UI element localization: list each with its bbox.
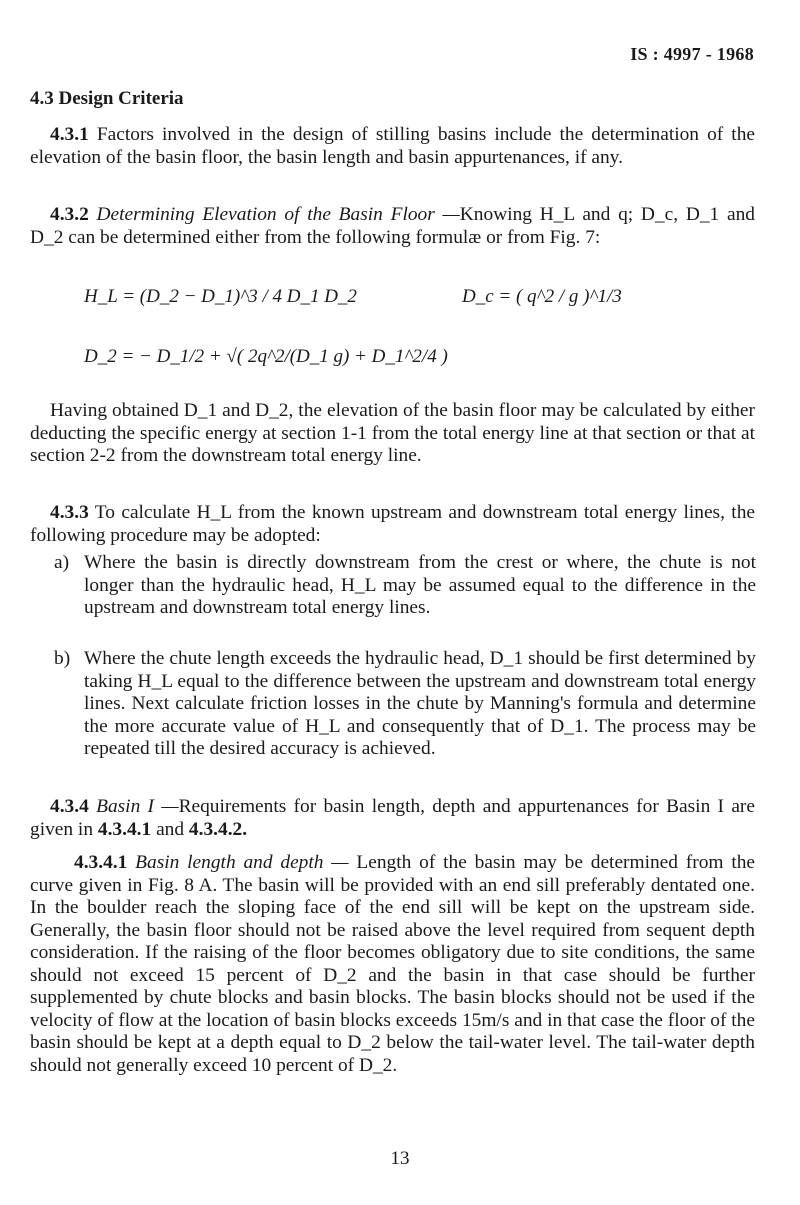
- clause-4-3-2-continuation: [30, 400, 755, 468]
- clause-text: Length of the basin may be determined from the curve given in Fig. 8 A. The basin will be provided with an end sill preferably dentated one. In the boulder reach the sloping face of the end sill will be kept on the upstream side. Generally, the basin floor should not be raised above the level required from sequent depth consideration. If the raising of the floor becomes obligatory due to site conditions, the same should not exceed 15 percent of D_2 and the basin in that case should be further supplemented by chute blocks and basin blocks. The basin blocks should not be used if the velocity of flow at the location of basin blocks exceeds 15m/s and in that case the floor of the basin should be kept at a depth equal to D_2 below the tail-water level. The tail-water depth should not generally exceed 10 percent of D_2.: [30, 852, 756, 1076]
- list-item-a: [54, 552, 756, 620]
- section-heading: [30, 88, 184, 110]
- list-text: Where the basin is directly downstream from the crest or where, the chute is not longer than the hydraulic head, H_L may be assumed equal to the difference in the upstream and downstream total energy lines.: [84, 552, 756, 618]
- clause-text: Having obtained D_1 and D_2, the elevation of the basin floor may be calculated by either deducting the specific energy at section 1-1 from the total energy line at that section or that at section 2-2 from the downstream total energy line.: [30, 400, 755, 466]
- clause-text: Factors involved in the design of stilling basins include the determination of the elevation of the basin floor, the basin length and basin appurtenances, if any.: [30, 124, 755, 168]
- clause-number: 4.3.2: [50, 204, 89, 225]
- clause-heading: Basin length and depth —: [135, 852, 349, 873]
- clause-4-3-4-1: [30, 852, 755, 1077]
- clause-number: 4.3.4: [50, 796, 89, 817]
- standard-number: IS : 4997 - 1968: [630, 44, 754, 64]
- clause-heading: Basin I —: [96, 796, 179, 817]
- clause-4-3-2: [30, 204, 755, 249]
- page-number: 13: [390, 1148, 410, 1169]
- list-marker: a): [54, 552, 70, 573]
- clause-number: 4.3.1: [50, 124, 89, 145]
- formula-hl: H_L = (D_2 − D_1)^3 / 4 D_1 D_2: [84, 286, 357, 307]
- clause-number: 4.3.4.1: [74, 852, 128, 873]
- clause-text: Knowing H_L and q; D_c, D_1 and D_2 can be determined either from the following formulæ or from Fig. 7:: [30, 204, 755, 248]
- clause-4-3-1: [30, 124, 755, 169]
- conjunction: and: [156, 818, 185, 840]
- section-number: 4.3: [30, 88, 54, 109]
- list-item-b: [54, 648, 756, 761]
- list-marker: b): [54, 648, 71, 669]
- clause-ref: 4.3.4.1: [97, 818, 152, 840]
- clause-heading: Determining Elevation of the Basin Floor —: [96, 204, 460, 225]
- clause-4-3-3: [30, 502, 755, 547]
- formula-d2: D_2 = − D_1/2 + √( 2q^2/(D_1 g) + D_1^2/4 ): [84, 346, 448, 367]
- section-title: Design Criteria: [58, 88, 184, 109]
- formula-dc: D_c = ( q^2 / g )^1/3: [462, 286, 622, 307]
- clause-number: 4.3.3: [50, 502, 89, 523]
- clause-text: To calculate H_L from the known upstream and downstream total energy lines, the following procedure may be adopted:: [30, 502, 755, 546]
- clause-4-3-4: [30, 796, 755, 841]
- clause-ref: 4.3.4.2.: [188, 818, 248, 840]
- list-text: Where the chute length exceeds the hydraulic head, D_1 should be first determined by taking H_L equal to the difference between the upstream and downstream total energy lines. Next calculate friction losses in the chute by Manning's formula and determine the more accurate value of H_L and consequently that of D_1. The process may be repeated till the desired accuracy is achieved.: [84, 648, 756, 759]
- clause-text: Requirements for basin length, depth and appurtenances for Basin I are given in: [30, 796, 755, 840]
